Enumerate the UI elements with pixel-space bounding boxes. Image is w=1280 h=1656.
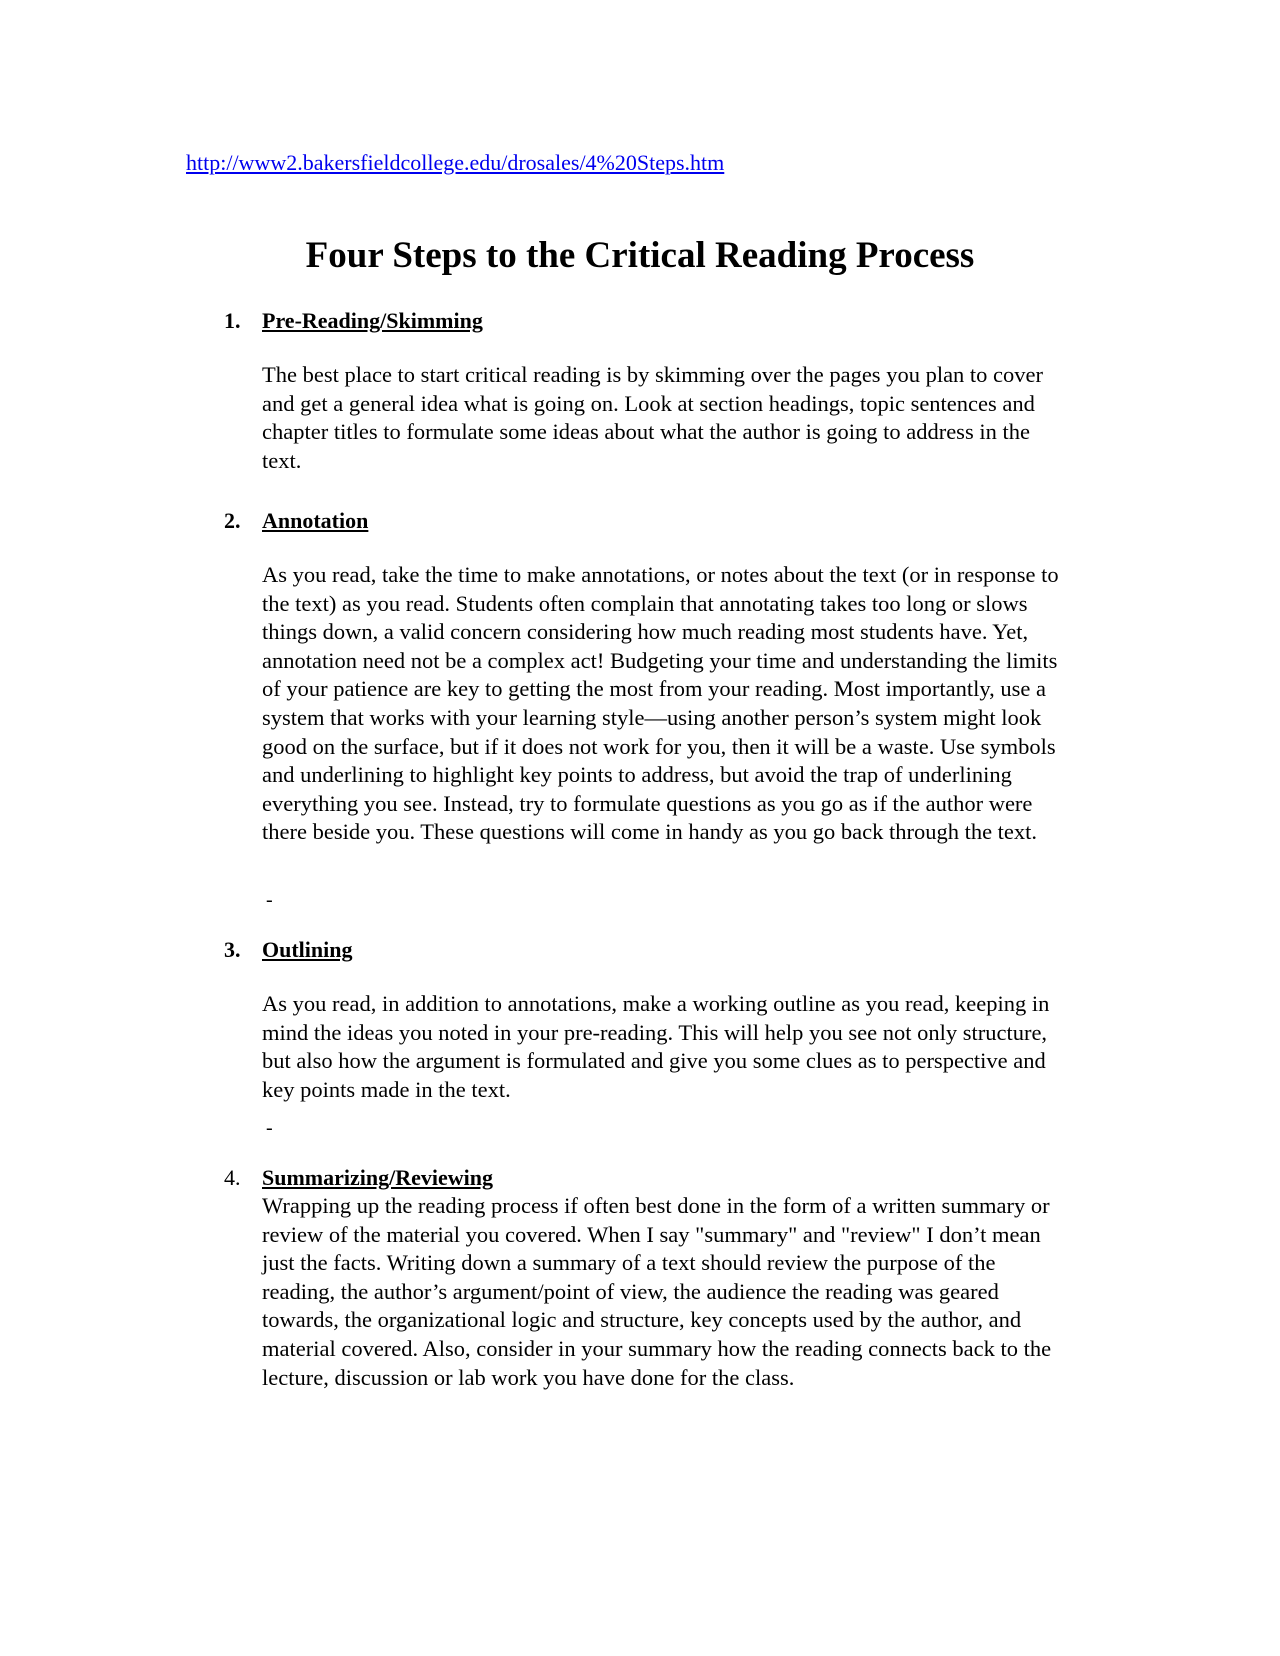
step-number: 4. <box>224 1165 241 1190</box>
step-heading <box>224 307 1084 335</box>
step-pre-reading <box>224 307 1084 475</box>
step-summarizing <box>224 1164 1084 1392</box>
source-url-link[interactable]: http://www2.bakersfieldcollege.edu/drosales/4%20Steps.htm <box>186 150 725 175</box>
step-heading-label: Outlining <box>262 937 353 962</box>
step-number: 3. <box>224 937 241 962</box>
step-body: As you read, take the time to make annotations, or notes about the text (or in response to the text) as you read. Students often complain that annotating takes too long or slows things down, a valid concern considering how much reading most students have. Yet, annotation need not be a complex act! Budgeting your time and understanding the limits of your patience are key to getting the most from your reading. Most importantly, use a system that works with your learning style—using another person’s system might look good on the surface, but if it does not work for you, then it will be a waste. Use symbols and underlining to highlight key points to address, but avoid the trap of underlining everything you see. Instead, try to formulate questions as you go as if the author were there beside you. These questions will come in handy as you go back through the text. <box>262 562 1059 845</box>
step-heading <box>224 507 1084 535</box>
step-heading <box>224 936 1084 964</box>
step-number: 1. <box>224 308 241 333</box>
step-heading-label: Annotation <box>262 508 369 533</box>
step-body: The best place to start critical reading is by skimming over the pages you plan to cover and get a general idea what is going on. Look at section headings, topic sentences and chapter titles to formulate some ideas about what the author is going to address in the text. <box>262 362 1044 473</box>
step-heading-label: Summarizing/Reviewing <box>262 1165 493 1190</box>
step-body: Wrapping up the reading process if often best done in the form of a written summary or review of the material you covered. When I say "summary" and "review" I don’t mean just the facts. Writing down a summary of a text should review the purpose of the reading, the author’s argument/point of view, the audience the reading was geared towards, the organizational logic and structure, key concepts used by the author, and material covered. Also, consider in your summary how the reading connects back to the lecture, discussion or lab work you have done for the class. <box>262 1193 1052 1390</box>
step-heading <box>224 1164 1084 1192</box>
step-outlining <box>224 936 1084 1104</box>
step-number: 2. <box>224 508 241 533</box>
step-annotation <box>224 507 1084 847</box>
separator-dash: - <box>266 1117 273 1139</box>
step-heading-label: Pre-Reading/Skimming <box>262 308 483 333</box>
document-title: Four Steps to the Critical Reading Process <box>305 235 975 276</box>
step-body: As you read, in addition to annotations, make a working outline as you read, keeping in mind the ideas you noted in your pre-reading. This will help you see not only structure, but also how the argument is formulated and give you some clues as to perspective and key points made in the text. <box>262 991 1050 1102</box>
separator-dash: - <box>266 889 273 911</box>
